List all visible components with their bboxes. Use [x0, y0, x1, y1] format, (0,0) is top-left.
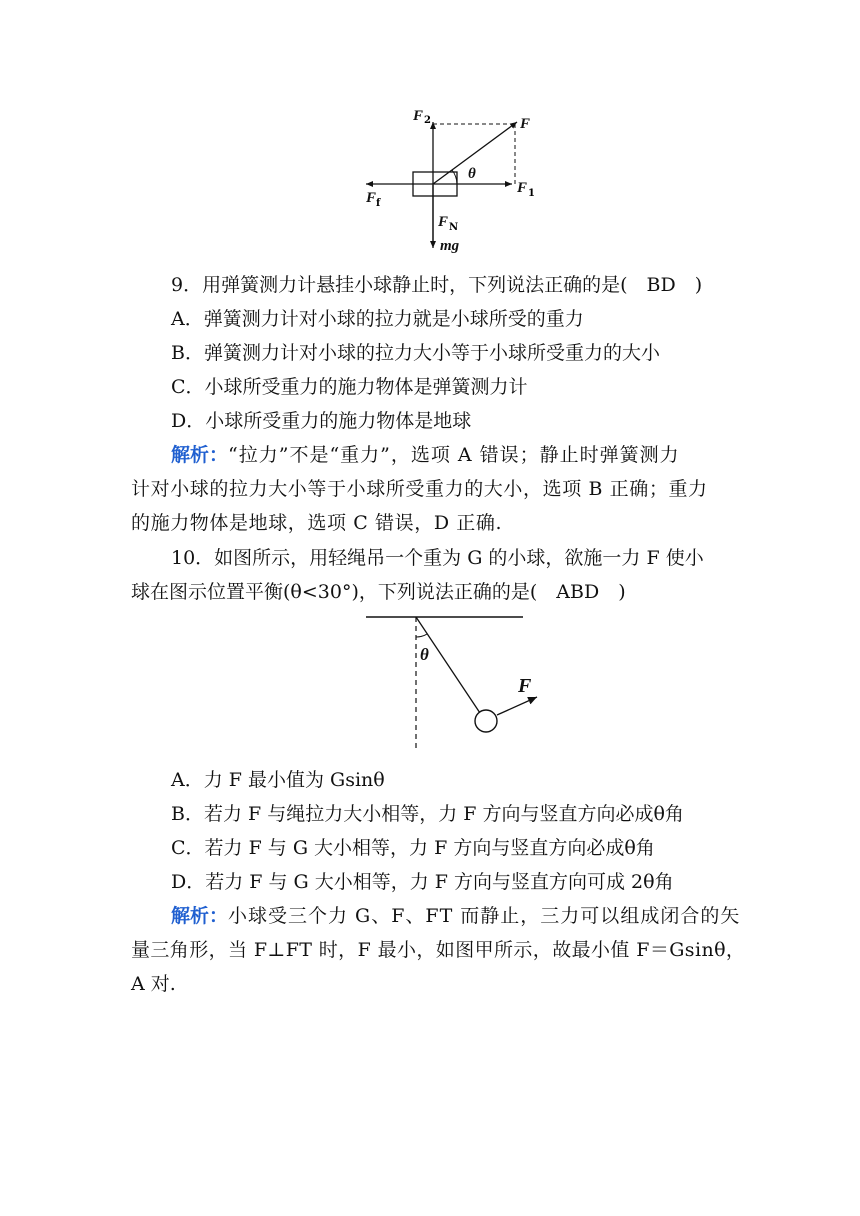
q9-option-a: A．弹簧测力计对小球的拉力就是小球所受的重力 — [171, 308, 584, 330]
label-ff-sub: f — [376, 198, 381, 209]
q9-option-b: B．弹簧测力计对小球的拉力大小等于小球所受重力的大小 — [171, 342, 660, 364]
q10-analysis-line-3: A 对. — [131, 973, 176, 995]
pendulum-theta-label: θ — [420, 645, 429, 664]
label-f1: F — [517, 180, 528, 196]
label-fn-sub: N — [449, 222, 459, 233]
q9-analysis-line-1 — [171, 442, 680, 468]
q10-option-b: B．若力 F 与绳拉力大小相等，力 F 方向与竖直方向必成θ角 — [171, 803, 684, 825]
pendulum-diagram — [360, 610, 560, 755]
q9-analysis-label: 解析： — [171, 444, 229, 466]
q10-analysis-line-1 — [171, 903, 740, 929]
label-f2: F — [413, 108, 424, 124]
pendulum-f-label: F — [518, 675, 532, 697]
q9-analysis-line-3: 的施力物体是地球，选项 C 错误，D 正确. — [131, 512, 503, 534]
q10-stem-line-2: 球在图示位置平衡(θ<30°)，下列说法正确的是( ABD ) — [131, 581, 626, 603]
q10-option-c: C．若力 F 与 G 大小相等，力 F 方向与竖直方向必成θ角 — [171, 837, 655, 859]
q9-analysis-line-2: 计对小球的拉力大小等于小球所受重力的大小，选项 B 正确；重力 — [131, 478, 708, 500]
q9-option-c: C．小球所受重力的施力物体是弹簧测力计 — [171, 376, 528, 398]
q10-analysis-line-2: 量三角形，当 F⊥FT 时，F 最小，如图甲所示，故最小值 F＝Gsinθ， — [131, 939, 746, 961]
q10-analysis-label: 解析： — [171, 905, 229, 927]
label-f2-sub: 2 — [424, 115, 431, 126]
label-mg: mg — [440, 238, 460, 254]
label-fn: F — [438, 214, 449, 230]
q10-option-d: D．若力 F 与 G 大小相等，力 F 方向与竖直方向可成 2θ角 — [171, 871, 674, 893]
q9-option-d: D．小球所受重力的施力物体是地球 — [171, 410, 472, 432]
force-diagram-1 — [360, 100, 550, 260]
q10-stem-line-1: 10．如图所示，用轻绳吊一个重为 G 的小球，欲施一力 F 使小 — [171, 547, 704, 569]
label-f1-sub: 1 — [528, 188, 535, 199]
label-f: F — [520, 116, 531, 132]
q9-stem: 9．用弹簧测力计悬挂小球静止时，下列说法正确的是( BD ) — [171, 274, 703, 296]
q10-option-a: A．力 F 最小值为 Gsinθ — [171, 769, 385, 791]
q10-analysis-text-1: 小球受三个力 G、F、FT 而静止，三力可以组成闭合的矢 — [228, 905, 741, 927]
label-ff: F — [366, 190, 377, 206]
label-theta: θ — [468, 166, 476, 182]
q9-analysis-text-1: “拉力”不是“重力”，选项 A 错误；静止时弹簧测力 — [228, 444, 680, 466]
